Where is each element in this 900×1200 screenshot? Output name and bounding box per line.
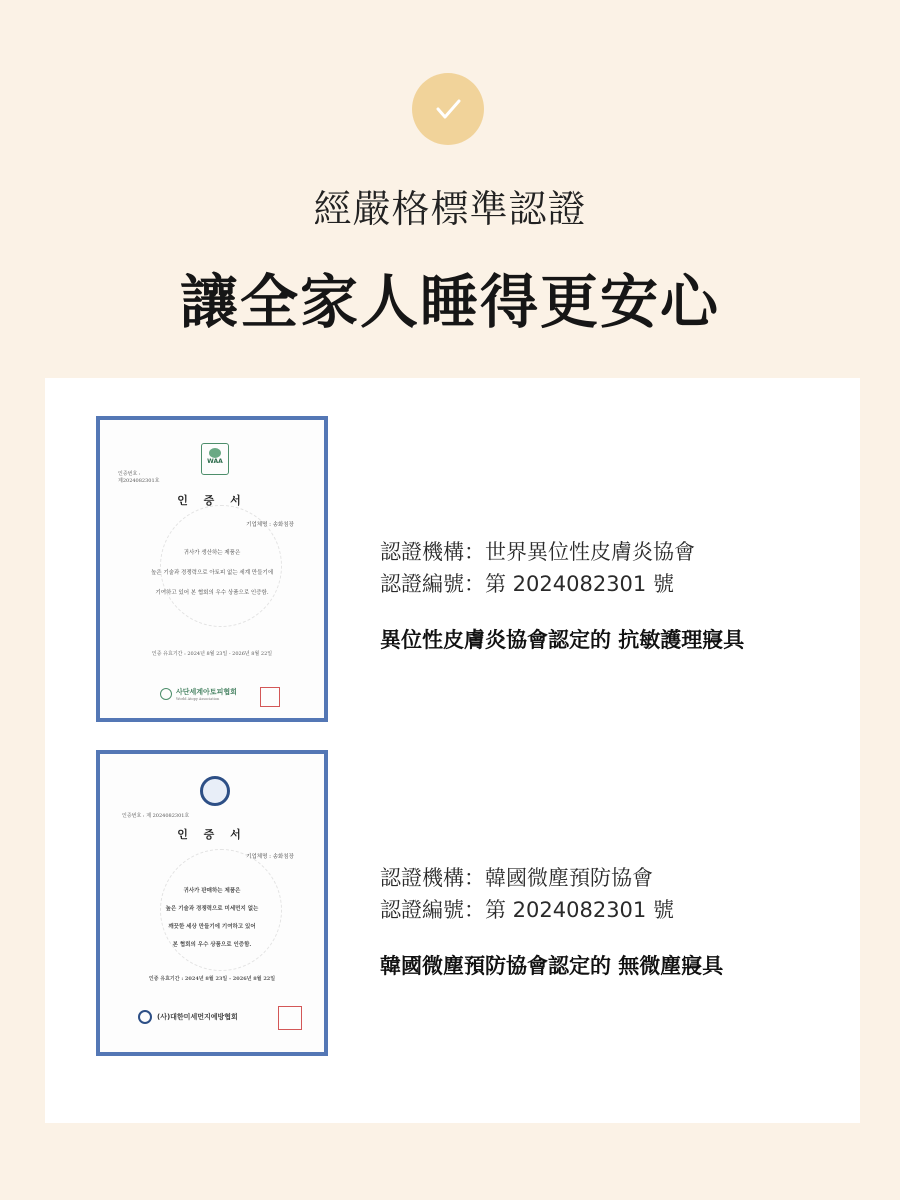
certificate-body-line: 본 협회의 우수 상품으로 인증함. [172, 942, 252, 948]
certification-number: 認證編號：第 2024082301 號 [380, 572, 674, 596]
certificate-body-line: 깨끗한 세상 만들기에 기여하고 있어 [168, 924, 256, 930]
certificate-body-line: 귀사가 생산하는 제품은 [183, 550, 241, 556]
certificate-body-line: 높은 기술과 경쟁력으로 아토피 없는 세계 만들기에 [150, 570, 274, 576]
certificate-number: 인증번호 : 제2024082301호 [118, 471, 160, 484]
certificate-footer: (사)대한미세먼지예방협회 [138, 1010, 238, 1024]
certificate-footer: 사단세계아토피협회 World Atopy Association [160, 687, 237, 701]
certification-info [380, 536, 744, 656]
association-emblem-icon [200, 776, 230, 806]
page-subtitle: 經嚴格標準認證 [313, 187, 587, 231]
page-headline: 讓全家人睡得更安心 [179, 268, 720, 336]
certificate-period: 인증 유효기간 : 2024년 8월 23일 - 2026년 8월 22일 [148, 976, 276, 982]
certificate-image-kdpa [96, 750, 328, 1056]
certification-number: 認證編號：第 2024082301 號 [380, 898, 674, 922]
certification-organization: 認證機構：韓國微塵預防協會 [380, 866, 653, 890]
certificate-body-line: 귀사가 판매하는 제품은 [183, 888, 241, 894]
certification-info [380, 862, 723, 982]
certificate-title: 인 증 서 [177, 494, 247, 507]
certificate-image-waa [96, 416, 328, 722]
certificate-body-line: 기여하고 있어 본 협회의 우수 상품으로 인증함. [155, 590, 269, 596]
certification-row [45, 750, 860, 1060]
check-icon [430, 91, 466, 127]
red-seal-stamp-icon [260, 687, 280, 707]
certification-card [45, 378, 860, 1123]
certificate-body-line: 높은 기술과 경쟁력으로 미세먼지 없는 [165, 906, 259, 912]
check-badge [412, 73, 484, 145]
association-logo-icon [160, 688, 172, 700]
certificate-period: 인증 유효기간 : 2024년 8월 23일 - 2026년 8월 22일 [151, 651, 273, 657]
certificate-company: 기업체명 : 송화침장 [246, 854, 294, 860]
certification-highlight: 韓國微塵預防協會認定的 無微塵寢具 [380, 954, 724, 978]
association-logo-icon [138, 1010, 152, 1024]
certification-highlight: 異位性皮膚炎協會認定的 抗敏護理寢具 [380, 628, 745, 652]
certification-organization: 認證機構：世界異位性皮膚炎協會 [380, 540, 695, 564]
certificate-company: 기업체명 : 송화침장 [246, 522, 294, 528]
certification-row [45, 416, 860, 726]
certificate-number: 인증번호 : 제 2024082301호 [122, 813, 190, 819]
red-seal-stamp-icon [278, 1006, 302, 1030]
certificate-title: 인 증 서 [177, 828, 247, 841]
waa-logo-icon: WAA [201, 443, 229, 475]
